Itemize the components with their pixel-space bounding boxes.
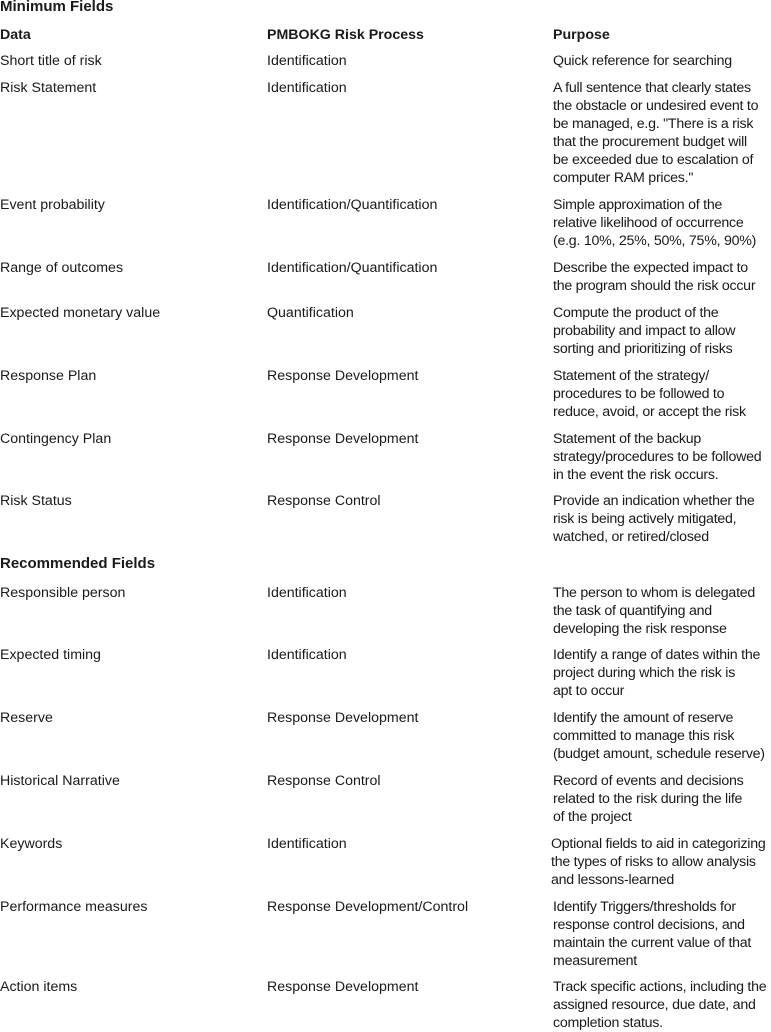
- process-cell: Response Development: [267, 431, 419, 447]
- process-cell: Response Development: [267, 710, 419, 726]
- data-cell: Response Plan: [0, 368, 97, 384]
- data-cell: Risk Statement: [0, 80, 97, 96]
- process-cell: Response Control: [267, 773, 381, 789]
- column-header-purpose: Purpose: [553, 27, 610, 43]
- data-cell: Risk Status: [0, 493, 72, 509]
- purpose-cell: Simple approximation of the relative likelihood of occurrence (e.g. 10%, 25%, 50%, 75%, 90%): [553, 197, 757, 249]
- process-cell: Identification: [267, 585, 347, 601]
- purpose-cell: Statement of the strategy/ procedures to be followed to reduce, avoid, or accept the risk: [553, 368, 746, 420]
- process-cell: Response Development: [267, 368, 419, 384]
- data-cell: Short title of risk: [0, 53, 102, 69]
- data-cell: Responsible person: [0, 585, 126, 601]
- data-cell: Historical Narrative: [0, 773, 120, 789]
- process-cell: Response Development/Control: [267, 899, 469, 915]
- process-cell: Identification: [267, 836, 347, 852]
- purpose-cell: Describe the expected impact to the program should the risk occur: [553, 260, 756, 294]
- data-cell: Expected timing: [0, 647, 101, 663]
- process-cell: Quantification: [267, 305, 354, 321]
- data-cell: Expected monetary value: [0, 305, 161, 321]
- section-title-recommended: Recommended Fields: [0, 555, 156, 572]
- purpose-cell: Optional fields to aid in categorizing the types of risks to allow analysis and lessons-learned: [551, 836, 766, 888]
- purpose-cell: Record of events and decisions related to the risk during the life of the project: [553, 773, 744, 825]
- purpose-cell: A full sentence that clearly states the obstacle or undesired event to be managed, e.g. "There is a risk that the procurement budget will be exceeded due to escalation of computer RAM prices.": [553, 80, 759, 186]
- process-cell: Identification: [267, 647, 347, 663]
- process-cell: Identification/Quantification: [267, 260, 438, 276]
- purpose-cell: Identify the amount of reserve committed to manage this risk (budget amount, schedule reserve): [553, 710, 765, 762]
- purpose-cell: Track specific actions, including the assigned resource, due date, and completion status.: [553, 979, 767, 1031]
- purpose-cell: The person to whom is delegated the task of quantifying and developing the risk response: [553, 585, 756, 637]
- process-cell: Identification: [267, 53, 347, 69]
- data-cell: Contingency Plan: [0, 431, 112, 447]
- data-cell: Performance measures: [0, 899, 148, 915]
- process-cell: Response Development: [267, 979, 419, 995]
- purpose-cell: Identify Triggers/thresholds for response control decisions, and maintain the current value of that measurement: [553, 899, 752, 969]
- purpose-cell: Statement of the backup strategy/procedures to be followed in the event the risk occurs.: [553, 431, 762, 483]
- process-cell: Identification/Quantification: [267, 197, 438, 213]
- purpose-cell: Quick reference for searching: [553, 53, 732, 69]
- data-cell: Range of outcomes: [0, 260, 124, 276]
- data-cell: Reserve: [0, 710, 53, 726]
- purpose-cell: Compute the product of the probability and impact to allow sorting and prioritizing of risks: [553, 305, 736, 357]
- process-cell: Response Control: [267, 493, 381, 509]
- section-title-minimum: Minimum Fields: [0, 0, 114, 15]
- process-cell: Identification: [267, 80, 347, 96]
- column-header-process: PMBOKG Risk Process: [267, 27, 424, 43]
- data-cell: Action items: [0, 979, 78, 995]
- purpose-cell: Identify a range of dates within the project during which the risk is apt to occur: [553, 647, 761, 699]
- data-cell: Event probability: [0, 197, 105, 213]
- column-header-data: Data: [0, 27, 31, 43]
- purpose-cell: Provide an indication whether the risk is being actively mitigated, watched, or retired/closed: [553, 493, 755, 545]
- data-cell: Keywords: [0, 836, 63, 852]
